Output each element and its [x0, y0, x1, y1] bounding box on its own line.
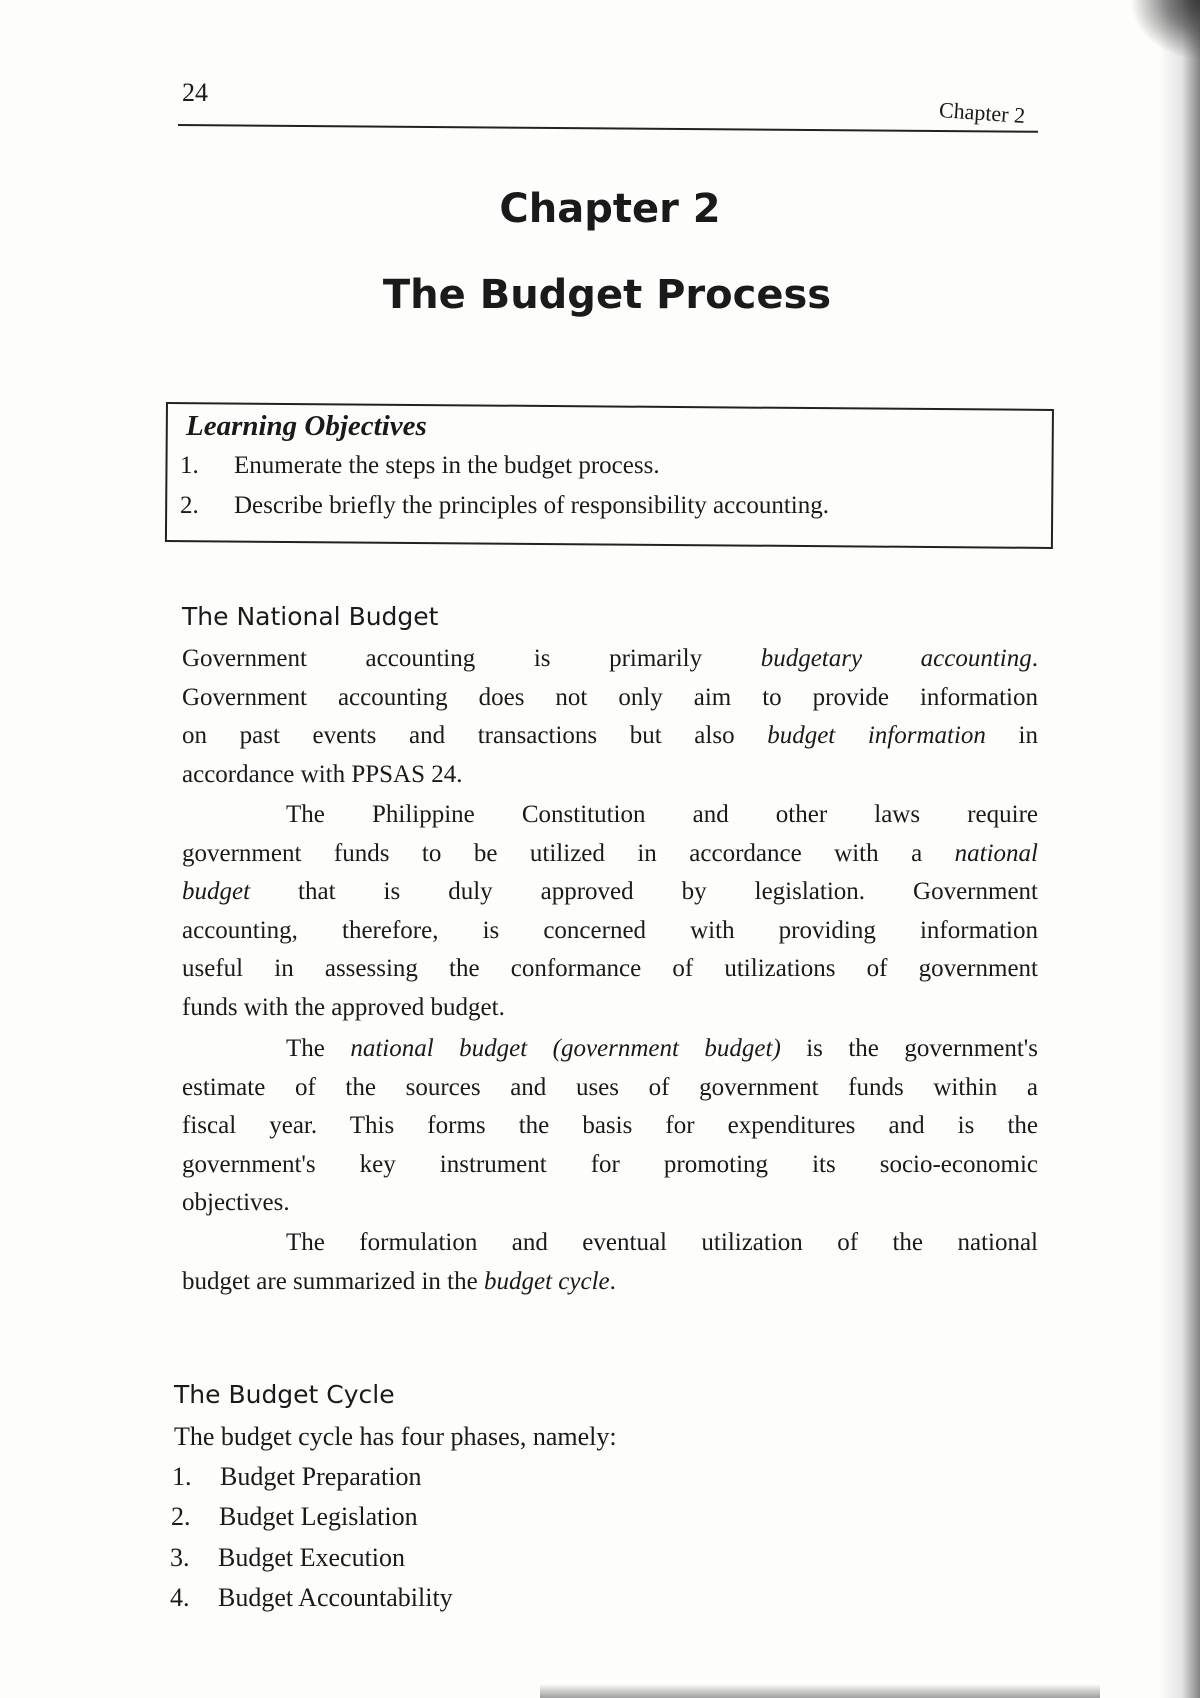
- paragraph-line: The Philippine Constitution and other laws require: [286, 801, 1038, 828]
- paragraph-2: [182, 796, 1038, 1028]
- paragraph-line: accordance with PPSAS 24.: [182, 760, 463, 788]
- chapter-label: Chapter 2: [499, 186, 721, 232]
- paragraph-line: objectives.: [182, 1189, 290, 1217]
- corner-smudge: [1130, 0, 1200, 60]
- objective-item: [180, 452, 660, 480]
- phase-label: Budget Legislation: [219, 1502, 418, 1531]
- list-item: [170, 1583, 453, 1613]
- paragraph-line: on past events and transactions but also budget information in: [182, 722, 1038, 750]
- list-number: 2.: [171, 1502, 191, 1531]
- paragraph-line: government's key instrument for promoting its socio-economic: [182, 1150, 1038, 1178]
- paragraph-line: useful in assessing the conformance of utilizations of government: [182, 955, 1038, 983]
- paragraph-line: accounting, therefore, is concerned with providing information: [182, 916, 1038, 944]
- paragraph-line: budget are summarized in the budget cycle.: [182, 1267, 616, 1295]
- list-item: [172, 1462, 421, 1492]
- section-heading-national-budget: The National Budget: [182, 602, 439, 631]
- phase-label: Budget Preparation: [220, 1462, 422, 1491]
- paragraph-3: [182, 1030, 1038, 1223]
- list-item: [171, 1502, 418, 1532]
- list-number: 4.: [170, 1583, 190, 1612]
- objective-number: 1.: [180, 452, 199, 479]
- chapter-title: The Budget Process: [382, 272, 832, 318]
- list-item: [170, 1543, 405, 1573]
- running-head: Chapter 2: [938, 97, 1026, 128]
- paragraph-line: The formulation and eventual utilization of the national: [286, 1229, 1038, 1256]
- objective-number: 2.: [180, 492, 199, 519]
- phase-label: Budget Execution: [218, 1543, 406, 1572]
- bottom-edge-smudge: [540, 1684, 1100, 1698]
- paragraph-4: [182, 1224, 1038, 1301]
- paragraph-line: Government accounting is primarily budgetary accounting.: [182, 645, 1038, 672]
- section-heading-budget-cycle: The Budget Cycle: [174, 1380, 395, 1409]
- paragraph-line: Government accounting does not only aim to provide information: [182, 683, 1038, 711]
- paragraph-1: [182, 640, 1038, 794]
- learning-objectives-title: Learning Objectives: [186, 410, 427, 442]
- paragraph-line: funds with the approved budget.: [182, 993, 505, 1021]
- objective-item: [180, 492, 829, 520]
- paragraph-line: estimate of the sources and uses of government funds within a: [182, 1073, 1038, 1101]
- objective-text: Enumerate the steps in the budget process.: [234, 452, 660, 479]
- binding-shadow: [1160, 0, 1200, 1698]
- header-rule: [178, 124, 1038, 133]
- list-number: 1.: [172, 1462, 192, 1491]
- paragraph-line: budget that is duly approved by legislation. Government: [182, 878, 1038, 906]
- list-number: 3.: [170, 1543, 190, 1572]
- page-number: 24: [182, 78, 208, 107]
- objective-text: Describe briefly the principles of responsibility accounting.: [234, 492, 829, 519]
- paragraph-line: The national budget (government budget) is the government's: [286, 1035, 1038, 1062]
- phase-label: Budget Accountability: [218, 1583, 453, 1612]
- budget-cycle-intro: The budget cycle has four phases, namely:: [174, 1422, 617, 1451]
- paragraph-line: government funds to be utilized in accordance with a national: [182, 839, 1038, 867]
- paragraph-line: fiscal year. This forms the basis for expenditures and is the: [182, 1112, 1038, 1140]
